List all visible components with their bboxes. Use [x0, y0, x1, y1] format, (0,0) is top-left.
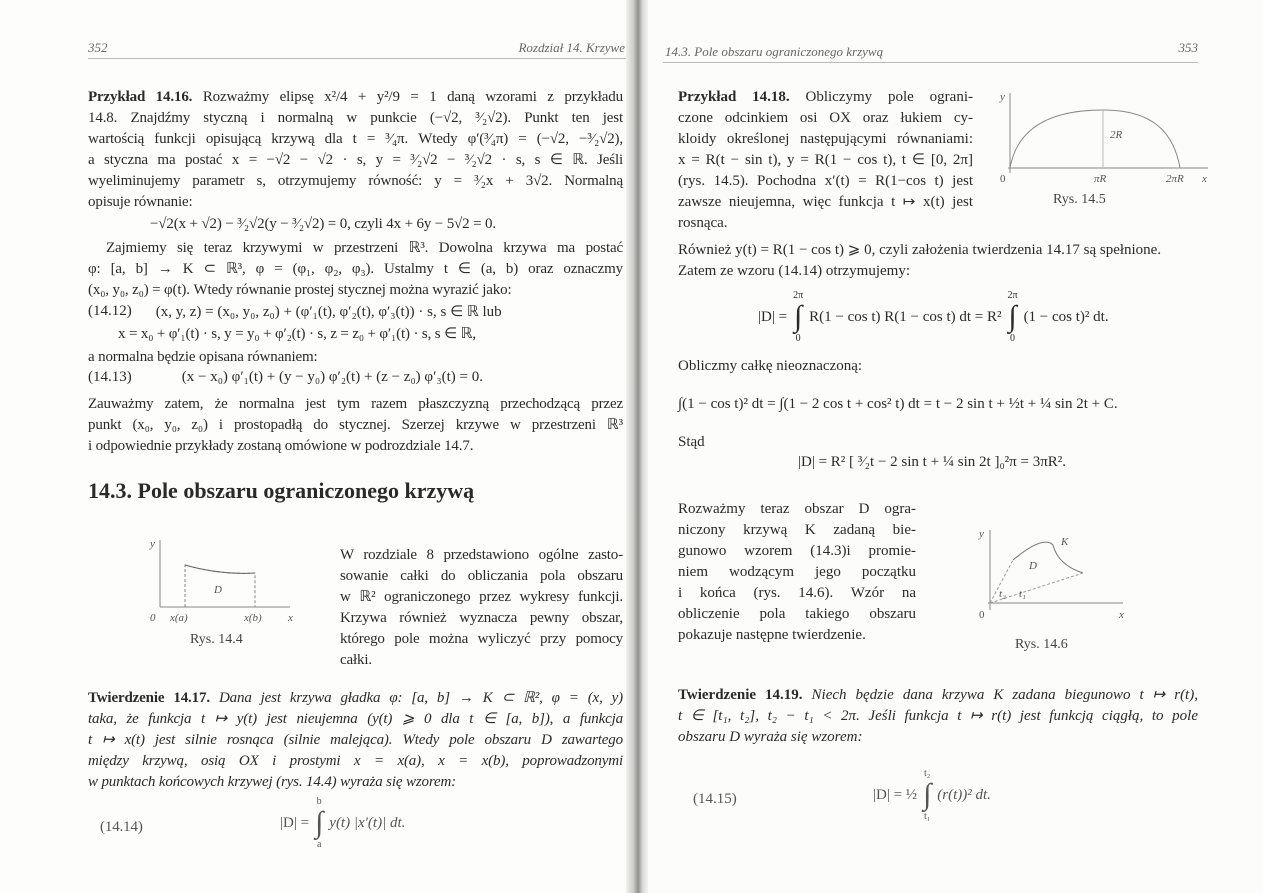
page-number: 353: [1178, 40, 1198, 55]
text-line: niczony krzywą K zadaną bie-: [678, 522, 916, 538]
origin-label: 0: [1000, 173, 1006, 185]
integral-lower: t₁: [924, 811, 931, 822]
right-page: [648, 0, 1263, 893]
text-line: sowanie całki do obliczania pola obszaru: [340, 568, 623, 584]
integral: [923, 768, 931, 822]
text-line: (rys. 14.5). Pochodna x′(t) = R(1−cos t) jest: [678, 173, 973, 189]
section-heading: 14.3. Pole obszaru ograniczonego krzywą: [88, 478, 475, 503]
text-line: i końca (rys. 14.6). Wzór na: [678, 585, 916, 601]
equation-14-14: [280, 796, 405, 850]
cycloid-arch: [1010, 110, 1180, 168]
equation-number: (14.13): [88, 369, 132, 385]
integral-upper: t₂: [924, 768, 931, 779]
text-line: taka, że funkcja t ↦ y(t) jest nieujemna (y(t) ⩾ 0 dla t ∈ [a, b]), a funkcja: [88, 711, 623, 727]
axis-label-y: y: [150, 538, 155, 550]
equation-lhs: |D| =: [758, 308, 788, 325]
text-line: gunowo wzorem (14.3)i promie-: [678, 543, 916, 559]
axis-label-y: y: [979, 528, 984, 540]
header-rule: [88, 58, 628, 59]
text-line: (x₀, y₀, z₀) = φ(t). Wtedy równanie prostej stycznej można wyrazić jako:: [88, 282, 512, 298]
integral-sign-icon: ∫: [315, 806, 324, 839]
region-label: D: [214, 584, 222, 596]
text-line: Rozważmy teraz obszar D ogra-: [678, 501, 916, 517]
header-rule: [663, 62, 1198, 63]
text-line: Zauważmy zatem, że normalna jest tym razem płaszczyzną przechodzącą przez: [88, 396, 623, 412]
running-head: 14.3. Pole obszaru ograniczonego krzywą: [665, 44, 884, 59]
curve: [185, 565, 255, 573]
axis-label-y: y: [1000, 91, 1005, 103]
height-label: 2R: [1110, 129, 1123, 141]
text-line: Obliczmy całkę nieoznaczoną:: [678, 358, 863, 374]
region-label: D: [1029, 560, 1037, 572]
figure-14-6: [973, 525, 1133, 625]
axis-label-x: x: [1202, 173, 1207, 185]
equation-number: (14.15): [693, 791, 737, 807]
text-line: którego pole można wyliczyć przy pomocy: [340, 631, 623, 647]
text-line: zawsze nieujemna, więc funkcja t ↦ x(t) jest: [678, 194, 973, 210]
origin-label: 0: [150, 612, 156, 624]
text-line: obszaru D wyraża się wzorem:: [678, 729, 863, 745]
angle-label: t₁: [1019, 588, 1026, 600]
curve-label: K: [1061, 536, 1069, 548]
text-line: kloidy określonej następującymi równaniami:: [678, 131, 973, 147]
equation-14-15: [873, 768, 991, 822]
text-line: punkt (x₀, y₀, z₀) i prostopadłą do stycznej. Szerzej krzywe w przestrzeni ℝ³: [88, 417, 623, 433]
integrand: R(1 − cos t) R(1 − cos t) dt = R²: [809, 308, 1002, 325]
integral-upper: 2π: [793, 290, 804, 301]
integrand: (r(t))² dt.: [937, 786, 991, 803]
integral-lower: 0: [1010, 333, 1016, 344]
running-head: Rozdział 14. Krzywe: [518, 40, 625, 55]
equation-14-13-row: [88, 369, 483, 386]
text-line: 14.8. Znajdźmy styczną i normalną w punkcie (−√2, ³⁄₂√2). Punkt ten jest: [88, 110, 623, 126]
text-line: Obliczymy pole ograni-: [805, 89, 973, 105]
integral-upper: 2π: [1007, 290, 1018, 301]
text-line: w punktach końcowych krzywej (rys. 14.4) wyraża się wzorem:: [88, 774, 457, 790]
text-line: obliczenie pola takiego obszaru: [678, 606, 916, 622]
integral-lower: a: [316, 839, 322, 850]
equation: x = x₀ + φ′₁(t) · s, y = y₀ + φ′₂(t) · s, z = z₀ + φ′₁(t) · s, s ∈ ℝ,: [118, 326, 476, 342]
integral-lower: 0: [795, 333, 801, 344]
theorem-label: Twierdzenie 14.19.: [678, 687, 803, 703]
figure-caption: Rys. 14.4: [190, 632, 243, 647]
origin-label: 0: [979, 609, 985, 621]
text-line: x = R(t − sin t), y = R(1 − cos t), t ∈ [0, 2π]: [678, 152, 973, 168]
axis-label-x: x: [288, 612, 293, 624]
text-line: pokazuje następne twierdzenie.: [678, 627, 866, 643]
figure-caption: Rys. 14.6: [1015, 637, 1068, 652]
equation: (x, y, z) = (x₀, y₀, z₀) + (φ′₁(t), φ′₂(t), φ′₃(t)) · s, s ∈ ℝ lub: [155, 304, 502, 320]
integral-sign-icon: ∫: [923, 778, 932, 811]
book-gutter: [626, 0, 648, 893]
equation-number: (14.14): [100, 819, 143, 835]
area-integral: [758, 290, 1109, 344]
text-line: φ: [a, b] → K ⊂ ℝ³, φ = (φ₁, φ₂, φ₃). Ustalmy t ∈ (a, b) oraz oznaczmy: [88, 261, 623, 277]
text-line: wyeliminujemy parametr s, otrzymujemy równość: y = ³⁄₂x + 3√2. Normalną: [88, 173, 623, 189]
text-line: a normalna będzie opisana równaniem:: [88, 349, 318, 365]
figure-14-5: [988, 88, 1218, 188]
equation-lhs: |D| =: [280, 814, 310, 831]
integral-sign-icon: ∫: [1008, 300, 1017, 333]
tick-label: 2πR: [1166, 173, 1184, 185]
text-line: t ∈ [t₁, t₂], t₂ − t₁ < 2π. Jeśli funkcja t ↦ r(t) jest funkcją ciągłą, to pole: [678, 708, 1198, 724]
tick-label: πR: [1094, 173, 1107, 185]
page-number: 352: [88, 40, 108, 55]
integral: [793, 290, 803, 344]
tick-label: x(b): [244, 612, 262, 624]
text-line: Zajmiemy się teraz krzywymi w przestrzeni ℝ³. Dowolna krzywa ma postać: [106, 240, 623, 256]
figure-caption: Rys. 14.5: [1053, 192, 1106, 207]
text-line: Również y(t) = R(1 − cos t) ⩾ 0, czyli założenia twierdzenia 14.17 są spełnione.: [678, 242, 1162, 258]
integral-sign-icon: ∫: [793, 300, 803, 333]
integrand: y(t) |x′(t)| dt.: [329, 814, 406, 831]
text-line: czone odcinkiem osi OX oraz łukiem cy-: [678, 110, 973, 126]
integrand: (1 − cos t)² dt.: [1023, 308, 1109, 325]
integral: [1008, 290, 1018, 344]
example-label: Przykład 14.16.: [88, 89, 193, 105]
text-line: Stąd: [678, 434, 705, 450]
figure-14-4: [140, 535, 300, 625]
text-line: Zatem ze wzoru (14.14) otrzymujemy:: [678, 263, 911, 279]
angle-label: t₂: [999, 588, 1006, 600]
text-line: opisuje równanie:: [88, 194, 193, 210]
equation: (x − x₀) φ′₁(t) + (y − y₀) φ′₂(t) + (z − z₀) φ′₃(t) = 0.: [181, 369, 483, 385]
theorem-label: Twierdzenie 14.17.: [88, 690, 210, 706]
tick-label: x(a): [170, 612, 188, 624]
text-line: Krzywa również wyznacza pewny obszar,: [340, 610, 623, 626]
integral: [315, 796, 323, 850]
text-line: między krzywą, osią OX i prostymi x = x(a), x = x(b), poprowadzonymi: [88, 753, 623, 769]
equation-number: (14.12): [88, 303, 132, 319]
text-line: niem wodzącym jego początku: [678, 564, 916, 580]
text-line: a styczna ma postać x = −√2 − √2 · s, y = ³⁄₂√2 − ³⁄₂√2 · s, s ∈ ℝ. Jeśli: [88, 152, 623, 168]
text-line: Dana jest krzywa gładka φ: [a, b] → K ⊂ ℝ², φ = (x, y): [218, 690, 623, 706]
example-label: Przykład 14.18.: [678, 89, 790, 105]
text-line: i odpowiednie przykłady zostaną omówione w podrozdziale 14.7.: [88, 438, 474, 454]
curve-k: [1013, 542, 1083, 573]
text-line: rosnąca.: [678, 215, 728, 231]
integral-upper: b: [316, 796, 322, 807]
equation: −√2(x + √2) − ³⁄₂√2(y − ³⁄₂√2) = 0, czyli 4x + 6y − 5√2 = 0.: [150, 216, 496, 232]
text-line: t ↦ x(t) jest silnie rosnąca (silnie malejąca). Wtedy pole obszaru D zawartego: [88, 732, 623, 748]
equation: |D| = R² [ ³⁄₂t − 2 sin t + ¼ sin 2t ]₀²π = 3πR².: [798, 454, 1067, 470]
text-line: całki.: [340, 652, 373, 668]
axis-label-x: x: [1119, 609, 1124, 621]
equation: ∫(1 − cos t)² dt = ∫(1 − 2 cos t + cos² t) dt = t − 2 sin t + ½t + ¼ sin 2t + C.: [678, 396, 1118, 412]
text-line: w ℝ² ograniczonego przez wykresy funkcji.: [340, 589, 623, 605]
equation-lhs: |D| = ½: [873, 786, 918, 803]
text-line: Niech będzie dana krzywa K zadana biegunowo t ↦ r(t),: [811, 687, 1198, 703]
text-line: W rozdziale 8 przedstawiono ogólne zasto-: [340, 547, 623, 563]
equation-14-12-row: [88, 302, 502, 321]
text-line: wartością funkcji opisującą krzywą dla t = ³⁄₄π. Wtedy φ′(³⁄₄π) = (−√2, −³⁄₂√2),: [88, 131, 623, 147]
text-line: Rozważmy elipsę x²/4 + y²/9 = 1 daną wzorami z przykładu: [202, 89, 623, 105]
